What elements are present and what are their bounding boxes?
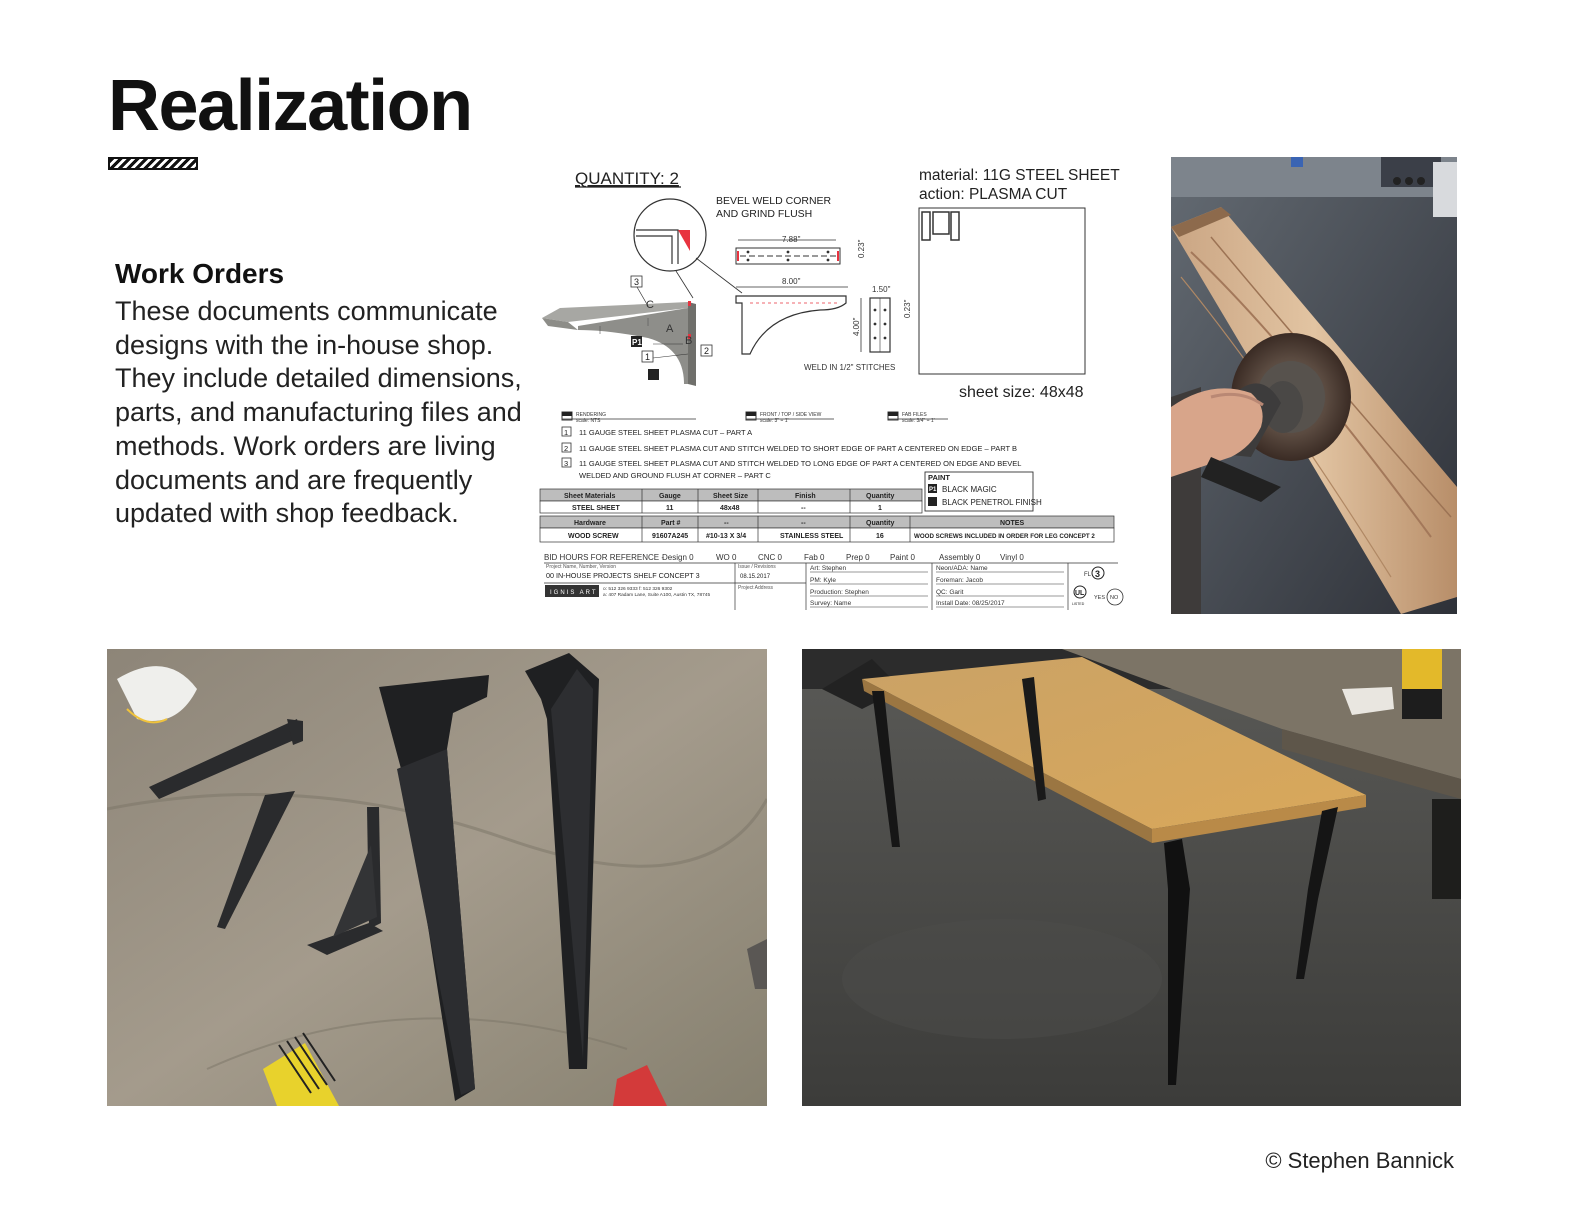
paint-title: PAINT	[928, 473, 950, 482]
mat-header-5: Quantity	[866, 493, 895, 500]
bid-vinyl: Vinyl 0	[1000, 553, 1024, 562]
issue-date: 08.15.2017	[740, 574, 771, 580]
contact-1: o: 512 326 9333 f: 512 326 9302	[603, 587, 673, 592]
foreman-field: Foreman: Jacob	[936, 577, 983, 584]
view-rendering-scale: scale: NTS	[576, 418, 601, 424]
address-label: Project Address	[738, 585, 774, 591]
label-c: C	[646, 299, 654, 311]
hw-header-2: Part #	[661, 520, 681, 527]
paint-box	[925, 472, 1042, 511]
top-view	[736, 235, 866, 264]
contact-2: a: 407 Radam Lane, Suite A100, Austin TX, 78745	[603, 593, 711, 598]
note-1-text: 11 GAUGE STEEL SHEET PLASMA CUT – PART A	[579, 428, 753, 437]
hw-header-5: Quantity	[866, 520, 895, 527]
sheet-layout	[919, 208, 1085, 374]
hw-header-1: Hardware	[574, 520, 606, 527]
sheet-size-label: sheet size: 48x48	[959, 384, 1084, 401]
pm-field: PM: Kyle	[810, 577, 837, 584]
hw-header-4: --	[801, 520, 806, 527]
dim-788: 7.88"	[782, 235, 801, 244]
project-name: 00 IN-HOUSE PROJECTS SHELF CONCEPT 3	[546, 571, 700, 580]
hardware-table	[540, 516, 1114, 542]
mat-cell-1: STEEL SHEET	[572, 505, 620, 512]
view-front: FRONT / TOP / SIDE VIEW	[760, 412, 822, 418]
hw-header-3: --	[724, 520, 729, 527]
yes-label: YES	[1094, 595, 1106, 601]
bid-fab: Fab 0	[804, 553, 825, 562]
side-view	[852, 285, 912, 352]
ul-text: UL	[1075, 590, 1085, 597]
title-underline-bar	[108, 157, 198, 170]
hw-cell-4: STAINLESS STEEL	[780, 533, 844, 540]
bracket-rendering	[542, 301, 696, 386]
bid-cnc: CNC 0	[758, 553, 783, 562]
bid-wo: WO 0	[716, 553, 737, 562]
mat-cell-2: 11	[666, 505, 674, 512]
view-front-scale: scale: 3" = 1'	[760, 418, 789, 424]
page-title: Realization	[108, 66, 472, 146]
view-rendering: RENDERING	[576, 412, 607, 418]
bid-paint: Paint 0	[890, 553, 915, 562]
note-2-num: 2	[564, 444, 569, 453]
weld-note: WELD IN 1/2" STITCHES	[804, 363, 896, 372]
paint-2: BLACK PENETROL FINISH	[942, 498, 1042, 507]
bid-assembly: Assembly 0	[939, 553, 981, 562]
hw-cell-2: 91607A245	[652, 533, 689, 540]
bevel-note-1: BEVEL WELD CORNER	[716, 195, 832, 207]
view-fab: FAB FILES	[902, 412, 927, 418]
hw-header-6: NOTES	[1000, 520, 1025, 527]
dim-023a: 0.23"	[857, 239, 866, 258]
note-3-num: 3	[564, 459, 569, 468]
qc-field: QC: Garit	[936, 589, 964, 596]
mat-cell-3: 48x48	[720, 505, 740, 512]
mat-header-4: Finish	[795, 493, 816, 500]
action-label: action: PLASMA CUT	[919, 186, 1068, 203]
material-label: material: 11G STEEL SHEET	[919, 167, 1120, 184]
install-date-field: Install Date: 08/25/2017	[936, 600, 1005, 607]
bid-design: Design 0	[662, 553, 694, 562]
mat-cell-5: 1	[878, 505, 882, 512]
materials-table	[540, 489, 922, 513]
note-1-num: 1	[564, 428, 569, 437]
title-block	[544, 553, 1123, 610]
hw-cell-5: 16	[876, 533, 884, 540]
view-fab-scale: scale: 3/4" = 1'	[902, 418, 935, 424]
work-order-drawing	[538, 158, 1128, 613]
production-field: Production: Stephen	[810, 589, 869, 596]
note-3-text: 11 GAUGE STEEL SHEET PLASMA CUT AND STITCH WELDED TO LONG EDGE OF PART A CENTERED ON EDGE AND BEVEL	[579, 459, 1022, 468]
dim-800: 8.00"	[782, 277, 801, 286]
bid-prep: Prep 0	[846, 553, 870, 562]
mat-header-1: Sheet Materials	[564, 493, 616, 500]
note-2-text: 11 GAUGE STEEL SHEET PLASMA CUT AND STITCH WELDED TO SHORT EDGE OF PART A CENTERED ON EDGE – PART B	[579, 444, 1018, 453]
dim-023b: 0.23"	[903, 299, 912, 318]
callout-p1: P1	[632, 338, 642, 347]
callout-3-top: 3	[634, 277, 640, 287]
hw-cell-1: WOOD SCREW	[568, 533, 619, 540]
fl-num: 3	[1095, 569, 1101, 579]
survey-field: Survey: Name	[810, 600, 852, 607]
note-3-cont: WELDED AND GROUND FLUSH AT CORNER – PART C	[579, 471, 771, 480]
fl-label: FL	[1084, 572, 1092, 578]
listed-text: LISTED	[1072, 602, 1085, 606]
quantity-label: QUANTITY: 2	[575, 169, 679, 188]
copyright: © Stephen Bannick	[1265, 1148, 1454, 1173]
neon-field: Neon/ADA: Name	[936, 565, 988, 572]
section-heading: Work Orders	[115, 258, 285, 289]
issue-label: Issue / Revisions	[738, 564, 776, 570]
project-label: Project Name, Number, Version	[546, 564, 617, 570]
sanding-photo	[1171, 157, 1457, 614]
detail-circle	[634, 199, 706, 271]
bid-hours: BID HOURS FOR REFERENCE -	[544, 553, 665, 562]
paint-1: BLACK MAGIC	[942, 485, 997, 494]
no-label: NO	[1110, 595, 1119, 601]
bevel-note-2: AND GRIND FLUSH	[716, 208, 813, 220]
finished-table-photo	[802, 649, 1461, 1106]
mat-cell-4: --	[801, 505, 806, 512]
steel-legs-photo	[107, 649, 767, 1106]
hw-cell-3: #10-13 X 3/4	[706, 533, 747, 540]
section-body: These documents communicate designs with the in-house shop. They include detailed dimensions, parts, and manufacturing files and methods. Work orders are living documents and are frequently updated with shop feedback.	[115, 296, 522, 529]
mat-header-2: Gauge	[659, 493, 681, 500]
mat-header-3: Sheet Size	[713, 493, 749, 500]
label-a: A	[666, 323, 674, 335]
dim-150: 1.50"	[872, 285, 891, 294]
hw-cell-6: WOOD SCREWS INCLUDED IN ORDER FOR LEG CONCEPT 2	[914, 533, 1095, 540]
dim-400: 4.00"	[852, 317, 861, 336]
art-field: Art: Stephen	[810, 565, 847, 572]
view-labels	[562, 412, 948, 424]
label-b: B	[685, 335, 693, 347]
callout-1: 1	[645, 352, 651, 362]
paint-p1: P1	[929, 487, 937, 493]
callout-2: 2	[704, 346, 710, 356]
logo-text: IGNIS ART	[550, 590, 598, 596]
